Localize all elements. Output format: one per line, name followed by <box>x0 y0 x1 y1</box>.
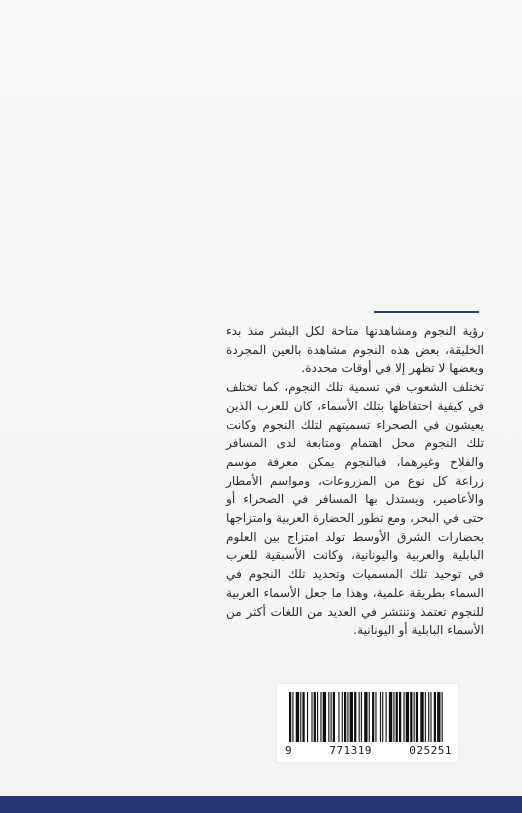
blurb-paragraph-2: تختلف الشعوب في تسمية تلك النجوم، كما تختلف في كيفية احتفاظها بتلك الأسماء، كان للعرب الذين يعيشون في الصحراء تسميتهم لتلك النجوم وكانت تلك النجوم محل اهتمام ومتابعة لدى المسافر والفلاح وغيرهما، فبالنجوم يمكن معرفة موسم زراعة كل نوع من المزروعات، ومواسم الأمطار والأعاصير، ويستدل بها المسافر في الصحراء أو حتى في البحر، ومع تطور الحضارة العربية وامتزاجها بحضارات الشرق الأوسط تولد امتزاج بين العلوم البابلية والعربية واليونانية، وكانت الأسبقية للعرب في توحيد تلك المسميات وتحديد تلك النجوم في السماء بطريقة علمية، وهذا ما جعل الأسماء العربية للنجوم تعتمد وتنتشر في العديد من اللغات أكثر من الأسماء البابلية أو اليونانية. <box>226 380 484 638</box>
barcode-bar <box>292 692 293 742</box>
back-cover-blurb <box>226 322 484 640</box>
barcode-bar <box>331 692 332 742</box>
barcode-bar <box>317 692 318 742</box>
barcode-bar <box>344 692 346 742</box>
barcode-bar <box>359 692 360 742</box>
barcode-bar <box>296 692 299 742</box>
barcode-bar <box>300 692 301 742</box>
barcode-bar <box>289 692 291 742</box>
barcode-bar <box>396 692 398 742</box>
barcode-bar <box>314 692 316 742</box>
barcode-bar <box>416 692 418 742</box>
blurb-paragraph-1: رؤية النجوم ومشاهدتها متاحة لكل البشر منذ بدء الخليقة، بعض هذه النجوم مشاهدة بالعين المجردة وبعضها لا تظهر إلا في أوقات محددة. <box>226 324 484 376</box>
barcode-bar <box>323 692 326 742</box>
isbn-barcode <box>277 684 458 762</box>
barcode-bar <box>382 692 383 742</box>
barcode-bar <box>361 692 362 742</box>
barcode-digit-group-1: 9 <box>285 744 293 757</box>
barcode-bar <box>347 692 348 742</box>
barcode-bar <box>389 692 392 742</box>
barcode-bar <box>342 692 343 742</box>
barcode-bar <box>425 692 426 742</box>
barcode-bar <box>414 692 415 742</box>
barcode-bar <box>375 692 376 742</box>
barcode-bar <box>354 692 356 742</box>
barcode-bar <box>437 692 440 742</box>
barcode-bar <box>328 692 329 742</box>
barcode-bar <box>430 692 431 742</box>
barcode-bar <box>380 692 381 742</box>
barcode-digit-group-2: 771319 <box>329 744 373 757</box>
barcode-bar <box>364 692 367 742</box>
barcode-bar <box>403 692 404 742</box>
barcode-bars <box>289 692 449 742</box>
barcode-bar <box>333 692 335 742</box>
accent-rule <box>374 311 479 313</box>
barcode-bar <box>386 692 387 742</box>
barcode-bar <box>399 692 401 742</box>
barcode-bar <box>311 692 312 742</box>
barcode-bar <box>338 692 339 742</box>
barcode-digits <box>285 744 452 757</box>
barcode-bar <box>442 692 443 742</box>
barcode-bar <box>350 692 353 742</box>
barcode-bar <box>420 692 423 742</box>
barcode-digit-group-3: 025251 <box>409 744 452 757</box>
barcode-bar <box>320 692 321 742</box>
barcode-bar <box>307 692 308 742</box>
barcode-bar <box>393 692 394 742</box>
footer-color-band <box>0 796 522 813</box>
barcode-bar <box>406 692 409 742</box>
barcode-bar <box>410 692 412 742</box>
barcode-bar <box>369 692 370 742</box>
barcode-bar <box>434 692 436 742</box>
barcode-bar <box>428 692 429 742</box>
barcode-bar <box>302 692 304 742</box>
barcode-bar <box>372 692 374 742</box>
